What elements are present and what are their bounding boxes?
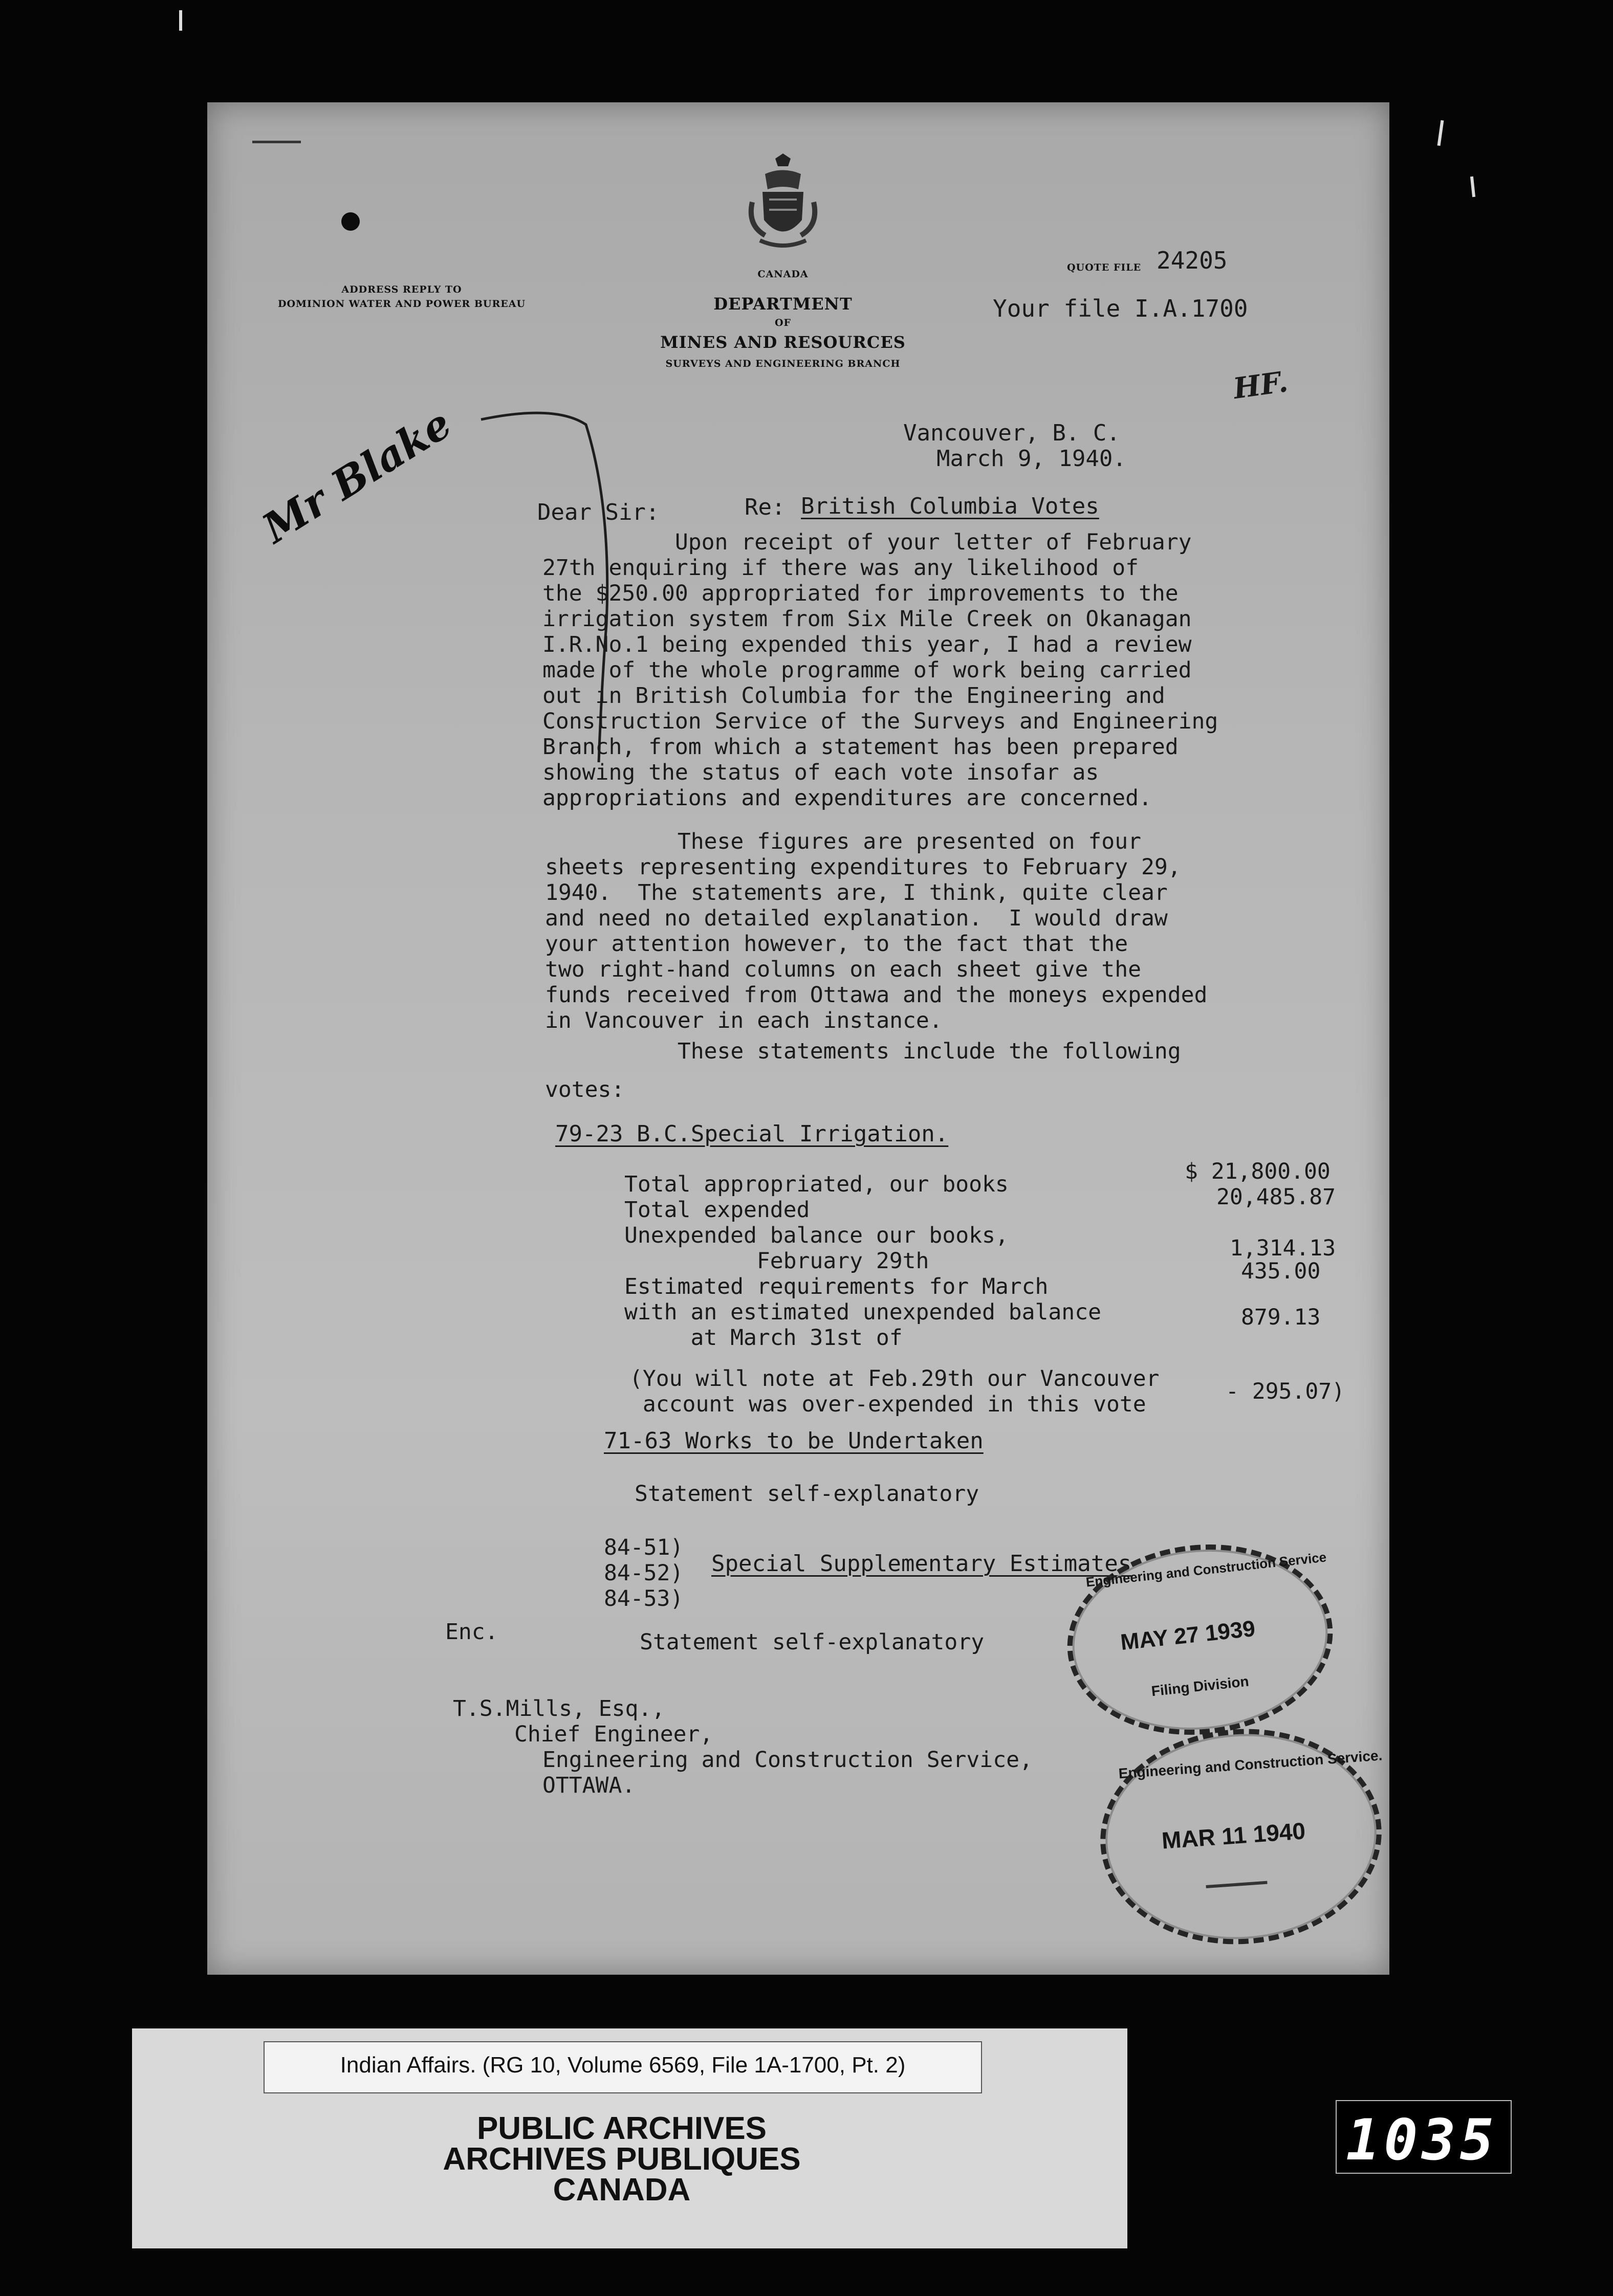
body-line: Branch, from which a statement has been prepared [542,734,1179,760]
subject-prefix: Re: [745,494,786,520]
vote-row-label: February 29th [624,1248,929,1274]
body-line: out in British Columbia for the Engineering and [542,683,1165,709]
citation-box [264,2041,982,2093]
body-line: These figures are presented on four [545,829,1141,854]
film-edge-mark [1470,176,1475,197]
vote-heading: 79-23 B.C.Special Irrigation. [555,1121,949,1147]
vote-row-label: at March 31st of [624,1325,903,1351]
vote-row-label: Unexpended balance our books, [624,1223,1009,1248]
archive-country: CANADA [553,2172,691,2207]
vote-note: account was over-expended in this vote [629,1392,1146,1417]
body-line: 1940. The statements are, I think, quite clear [545,880,1168,906]
archive-name-en: PUBLIC ARCHIVES [476,2111,767,2146]
enclosure: Enc. [445,1619,498,1645]
body-line: two right-hand columns on each sheet give the [545,957,1141,982]
vote-text: Statement self-explanatory [640,1629,985,1655]
vote-code: 84-52) [604,1560,684,1586]
body-line: votes: [545,1077,625,1102]
vote-code: 84-53) [604,1586,684,1611]
body-line: 27th enquiring if there was any likelihood of [542,555,1139,581]
vote-row-label: Total appropriated, our books [624,1172,1009,1197]
letterhead-ministry: MINES AND RESOURCES [660,333,906,352]
film-edge-mark [179,10,182,31]
handwritten-initials: HF. [1231,364,1290,406]
body-line: irrigation system from Six Mile Creek on Okanagan [542,606,1192,632]
vote-row-amount: 879.13 [1241,1305,1321,1330]
letter-page [207,102,1389,1975]
quote-file-label: QUOTE FILE [1067,262,1142,273]
body-line: in Vancouver in each instance. [545,1008,943,1033]
vote-note: (You will note at Feb.29th our Vancouver [629,1366,1160,1392]
addressee-line: OTTAWA. [542,1773,636,1798]
letter-date: March 9, 1940. [936,446,1126,472]
body-line: appropriations and expenditures are concerned. [542,785,1152,811]
stamp-date: MAR 11 1940 [1161,1817,1306,1854]
vote-text: Statement self-explanatory [635,1481,979,1507]
addressee-line: Engineering and Construction Service, [542,1747,1033,1773]
coat-of-arms-icon [745,153,821,251]
pencil-mark [252,141,301,143]
body-line: Construction Service of the Surveys and Engineering [542,709,1218,734]
vote-row-label: Estimated requirements for March [624,1274,1049,1299]
subject-line: British Columbia Votes [801,493,1099,519]
stamp-date: MAY 27 1939 [1119,1616,1257,1655]
film-edge-mark [1437,120,1444,146]
letterhead-department: DEPARTMENT [713,294,853,314]
body-line: sheets representing expenditures to February 29, [545,854,1181,880]
letterhead-country: CANADA [757,269,809,280]
address-reply-line2: DOMINION WATER AND POWER BUREAU [277,298,526,310]
quote-file-number: 24205 [1157,247,1228,274]
vote-row-amount: 435.00 [1241,1259,1321,1284]
stamp-decoration [1206,1881,1267,1888]
vote-heading: Special Supplementary Estimates [711,1551,1132,1577]
addressee-line: Chief Engineer, [514,1721,713,1747]
addressee-line: T.S.Mills, Esq., [453,1696,665,1721]
salutation: Dear Sir: [537,499,660,525]
vote-row-label: with an estimated unexpended balance [624,1299,1101,1325]
frame-number [1336,2100,1512,2174]
handwritten-annotation: Mr Blake [254,399,460,553]
body-line: made of the whole programme of work being carried [542,657,1192,683]
stamp-bottom-text: Filing Division [1150,1673,1250,1699]
body-line: I.R.No.1 being expended this year, I had a review [542,632,1192,657]
archive-citation: Indian Affairs. (RG 10, Volume 6569, File 1A-1700, Pt. 2) [340,2052,906,2078]
frame-number-digits: 1035 [1346,2107,1498,2173]
archive-name-fr: ARCHIVES PUBLIQUES [443,2142,801,2177]
stamp-top-text: Engineering and Construction Service. [1118,1747,1383,1782]
body-line: the $250.00 appropriated for improvements to the [542,581,1179,606]
vote-heading: 71-63 Works to be Undertaken [604,1428,984,1454]
body-line: and need no detailed explanation. I would draw [545,906,1168,931]
vote-row-amount: 1,314.13 [1230,1235,1336,1261]
your-file-reference: Your file I.A.1700 [993,295,1248,322]
received-stamp [1093,1719,1389,1953]
vote-note-amount: - 295.07) [1226,1379,1345,1404]
body-line: funds received from Ottawa and the moneys expended [545,982,1208,1008]
vote-row-amount: $ 21,800.00 [1185,1159,1331,1184]
body-line: showing the status of each vote insofar as [542,760,1099,785]
vote-row-amount: 20,485.87 [1216,1184,1336,1210]
address-reply-line1: ADDRESS REPLY TO [341,284,462,295]
stamp-top-text: Engineering and Construction Service [1085,1549,1327,1590]
body-line: These statements include the following [545,1039,1181,1064]
punch-hole [341,212,360,231]
body-line: your attention however, to the fact that the [545,931,1128,957]
vote-row-label: Total expended [624,1197,810,1223]
vote-code: 84-51) [604,1535,684,1560]
letter-place: Vancouver, B. C. [903,420,1120,446]
letterhead-of: OF [774,317,792,328]
body-line: Upon receipt of your letter of February [542,529,1192,555]
letterhead-branch: SURVEYS AND ENGINEERING BRANCH [665,358,901,369]
